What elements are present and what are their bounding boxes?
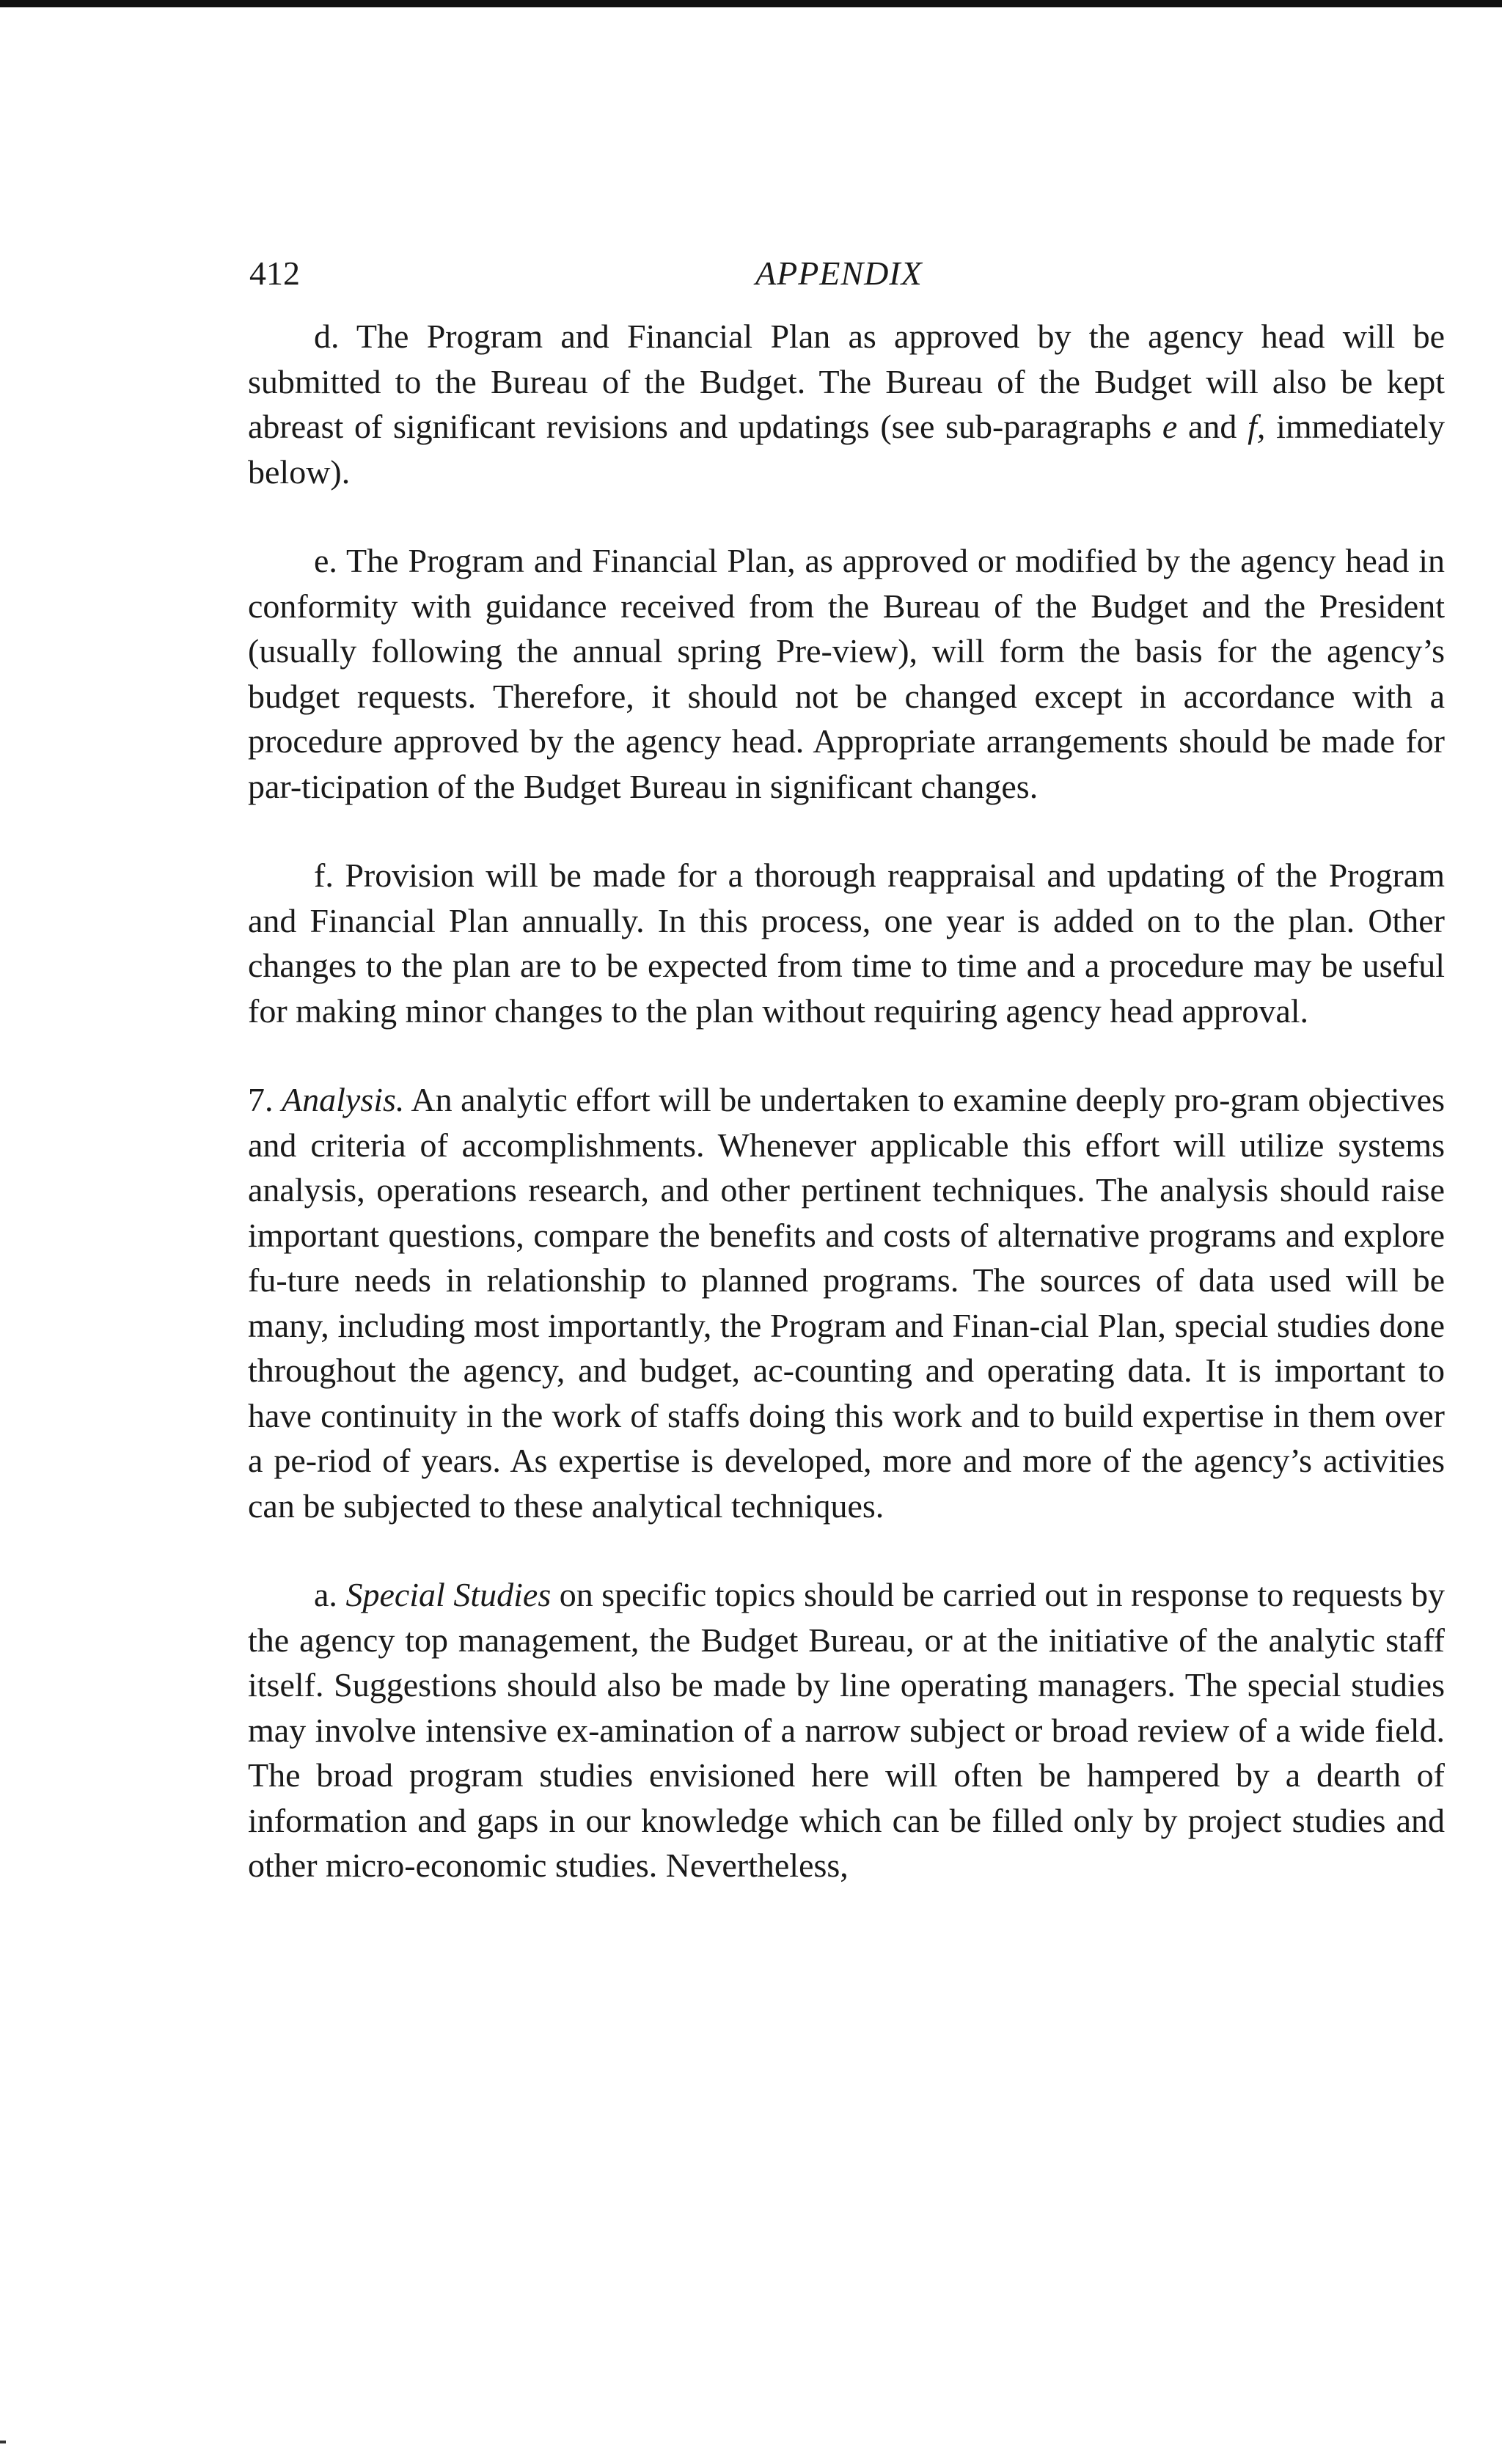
scan-artifact-mark [0, 2441, 6, 2443]
running-head-title: APPENDIX [755, 254, 923, 292]
paragraph-d-text-1: d. The Program and Financial Plan as approved by the agency head will be submitted to the Bureau of the Budget. The Bureau of the Budget will also be kept abreast of significant revisions and updatings (see sub-paragraphs [248, 318, 1445, 445]
paragraph-a-special-studies [248, 1572, 1445, 1888]
page-number: 412 [249, 254, 300, 292]
paragraph-a-prefix: a. [314, 1576, 346, 1613]
paragraph-f: f. Provision will be made for a thorough reappraisal and updating of the Program and Financial Plan annually. In this process, one year is added on to the plan. Other changes to the plan are to be expected from time to time and a procedure may be useful for making minor changes to the plan without requiring agency head approval. [248, 857, 1445, 1030]
paragraph-a-text: on specific topics should be carried out in response to requests by the agency top management, the Budget Bureau, or at the initiative of the analytic staff itself. Suggestions should also be made by line operating managers. The special studies may involve intensive ex-amination of a narrow subject or broad review of a wide field. The broad program studies envisioned here will often be hampered by a dearth of information and gaps in our knowledge which can be filled only by project studies and other micro-economic studies. Nevertheless, [248, 1576, 1445, 1884]
section-7-heading: Analysis. [282, 1081, 405, 1118]
section-7-text: An analytic effort will be undertaken to examine deeply pro-gram objectives and criteria of accomplishments. Whenever applicable this effort will utilize systems analysis, operations research, and other pertinent techniques. The analysis should raise important questions, compare the benefits and costs of alternative programs and explore fu-ture needs in relationship to planned programs. The sources of data used will be many, including most importantly, the Program and Finan-cial Plan, special studies done throughout the agency, and budget, ac-counting and operating data. It is important to have continuity in the work of staffs doing this work and to build expertise in them over a pe-riod of years. As expertise is developed, more and more of the agency’s activities can be subjected to these analytical techniques. [248, 1081, 1445, 1525]
section-7-number: 7. [248, 1081, 282, 1118]
paragraph-d [248, 314, 1445, 494]
paragraph-d-text-3: immediately below). [248, 408, 1445, 491]
paragraph-a-heading: Special Studies [345, 1576, 552, 1613]
subparagraph-ref-e: e [1162, 408, 1178, 445]
book-page [248, 248, 1445, 1888]
subparagraph-ref-f: f, [1248, 408, 1266, 445]
section-7-analysis [248, 1077, 1445, 1528]
running-head [248, 248, 1445, 299]
paragraph-e: e. The Program and Financial Plan, as approved or modified by the agency head in conformity with guidance received from the Bureau of the Budget and the President (usually following the annual spring Pre-view), will form the basis for the agency’s budget requests. Therefore, it should not be changed except in accordance with a procedure approved by the agency head. Appropriate arrangements should be made for par-ticipation of the Budget Bureau in significant changes. [248, 542, 1445, 805]
paragraph-d-text-2: and [1177, 408, 1248, 445]
scan-top-border [0, 0, 1502, 7]
